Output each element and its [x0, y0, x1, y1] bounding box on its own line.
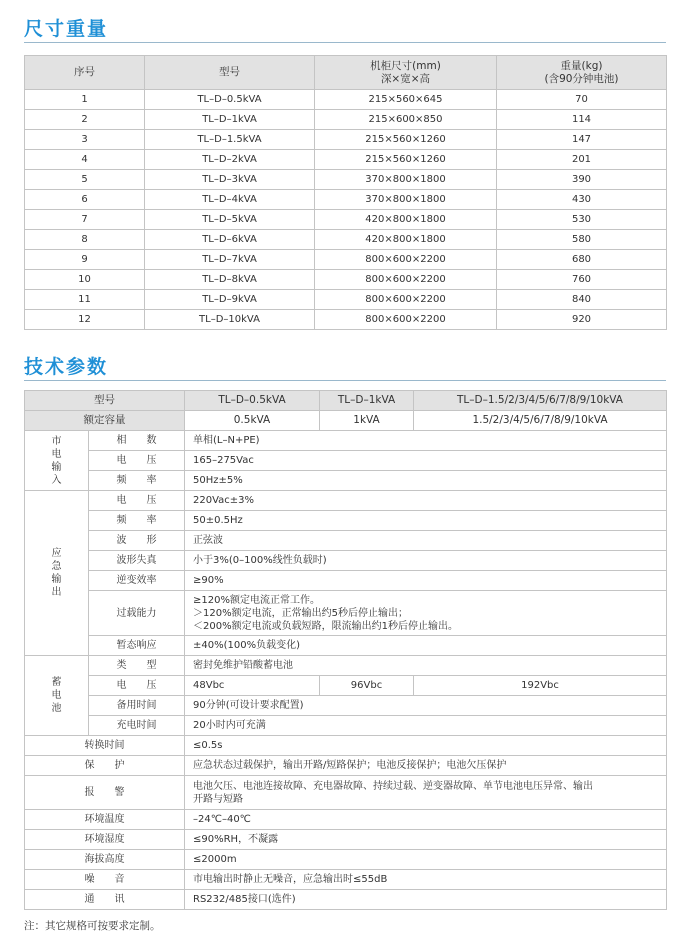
emergency-thd-label: 波形失真	[89, 551, 185, 571]
emergency-eff-value: ≥90%	[185, 571, 667, 591]
cell-no: 4	[25, 150, 145, 170]
cell-no: 6	[25, 190, 145, 210]
model-c: TL–D–1.5/2/3/4/5/6/7/8/9/10kVA	[414, 391, 667, 411]
header-weight-line2: (含90分钟电池)	[544, 72, 619, 85]
battery-charge-label: 充电时间	[89, 716, 185, 736]
cell-weight: 147	[497, 130, 667, 150]
alarm-label: 报 警	[25, 776, 185, 810]
cell-weight: 680	[497, 250, 667, 270]
section-title-specs: 技术参数	[24, 356, 109, 378]
temp-label: 环境温度	[25, 810, 185, 830]
cell-no: 3	[25, 130, 145, 150]
battery-charge-value: 20小时内可充满	[185, 716, 667, 736]
cell-dim: 800×600×2200	[315, 290, 497, 310]
cell-no: 12	[25, 310, 145, 330]
header-weight	[497, 56, 667, 90]
cell-no: 5	[25, 170, 145, 190]
cell-model: TL–D–6kVA	[145, 230, 315, 250]
cell-dim: 800×600×2200	[315, 270, 497, 290]
table-row	[25, 90, 667, 110]
table-row	[25, 250, 667, 270]
switch-label: 转换时间	[25, 736, 185, 756]
mains-phase-value: 单相(L–N+PE)	[185, 431, 667, 451]
mains-freq-label: 频 率	[89, 471, 185, 491]
cell-model: TL–D–4kVA	[145, 190, 315, 210]
cell-no: 10	[25, 270, 145, 290]
cell-dim: 215×560×1260	[315, 150, 497, 170]
comm-value: RS232/485接口(选件)	[185, 890, 667, 910]
header-weight-line1: 重量(kg)	[560, 59, 603, 72]
cell-dim: 215×560×645	[315, 90, 497, 110]
table-row	[25, 190, 667, 210]
cell-weight: 920	[497, 310, 667, 330]
battery-backup-label: 备用时间	[89, 696, 185, 716]
altitude-value: ≤2000m	[185, 850, 667, 870]
mains-phase-label: 相 数	[89, 431, 185, 451]
cell-no: 7	[25, 210, 145, 230]
emergency-transient-value: ±40%(100%负载变化)	[185, 636, 667, 656]
cell-dim: 370×800×1800	[315, 190, 497, 210]
cell-model: TL–D–1kVA	[145, 110, 315, 130]
cell-model: TL–D–2kVA	[145, 150, 315, 170]
capacity-a: 0.5kVA	[185, 411, 320, 431]
comm-label: 通 讯	[25, 890, 185, 910]
battery-voltage-label: 电 压	[89, 676, 185, 696]
cell-weight: 840	[497, 290, 667, 310]
title-divider	[24, 42, 666, 43]
alarm-value: 电池欠压、电池连接故障、充电器故障、持续过载、逆变器故障、单节电池电压异常、输出 开路与短路	[185, 776, 667, 810]
header-dim-line1: 机柜尺寸(mm)	[370, 59, 441, 72]
altitude-label: 海拔高度	[25, 850, 185, 870]
cell-weight: 390	[497, 170, 667, 190]
emergency-voltage-value: 220Vac±3%	[185, 491, 667, 511]
group-mains-input: 市 电 输 入	[25, 431, 89, 491]
cell-weight: 201	[497, 150, 667, 170]
header-dimensions	[315, 56, 497, 90]
mains-freq-value: 50Hz±5%	[185, 471, 667, 491]
header-dim-line2: 深×宽×高	[380, 72, 431, 85]
emergency-eff-label: 逆变效率	[89, 571, 185, 591]
cell-no: 11	[25, 290, 145, 310]
cell-model: TL–D–0.5kVA	[145, 90, 315, 110]
table-row	[25, 230, 667, 250]
emergency-voltage-label: 电 压	[89, 491, 185, 511]
cell-model: TL–D–3kVA	[145, 170, 315, 190]
table-row	[25, 130, 667, 150]
battery-type-value: 密封免维护铅酸蓄电池	[185, 656, 667, 676]
switch-value: ≤0.5s	[185, 736, 667, 756]
emergency-wave-label: 波 形	[89, 531, 185, 551]
capacity-b: 1kVA	[320, 411, 414, 431]
emergency-wave-value: 正弦波	[185, 531, 667, 551]
capacity-c: 1.5/2/3/4/5/6/7/8/9/10kVA	[414, 411, 667, 431]
table-row	[25, 150, 667, 170]
temp-value: –24℃–40℃	[185, 810, 667, 830]
title-divider	[24, 380, 666, 381]
cell-dim: 215×600×850	[315, 110, 497, 130]
model-a: TL–D–0.5kVA	[185, 391, 320, 411]
cell-model: TL–D–1.5kVA	[145, 130, 315, 150]
protect-label: 保 护	[25, 756, 185, 776]
cell-weight: 114	[497, 110, 667, 130]
cell-weight: 760	[497, 270, 667, 290]
emergency-freq-value: 50±0.5Hz	[185, 511, 667, 531]
humidity-label: 环境湿度	[25, 830, 185, 850]
section-title-dimensions: 尺寸重量	[24, 18, 109, 40]
cell-no: 2	[25, 110, 145, 130]
cell-model: TL–D–5kVA	[145, 210, 315, 230]
cell-no: 9	[25, 250, 145, 270]
battery-voltage-a: 48Vbc	[185, 676, 320, 696]
cell-dim: 420×800×1800	[315, 210, 497, 230]
humidity-value: ≤90%RH，不凝露	[185, 830, 667, 850]
cell-model: TL–D–7kVA	[145, 250, 315, 270]
specs-table	[24, 390, 667, 910]
table-row	[25, 110, 667, 130]
cell-weight: 70	[497, 90, 667, 110]
cell-dim: 215×560×1260	[315, 130, 497, 150]
cell-dim: 800×600×2200	[315, 250, 497, 270]
mains-voltage-label: 电 压	[89, 451, 185, 471]
header-model: 型号	[145, 56, 315, 90]
cell-model: TL–D–10kVA	[145, 310, 315, 330]
mains-voltage-value: 165–275Vac	[185, 451, 667, 471]
dimensions-table	[24, 55, 667, 330]
model-label: 型号	[25, 391, 185, 411]
cell-no: 1	[25, 90, 145, 110]
cell-weight: 580	[497, 230, 667, 250]
header-no: 序号	[25, 56, 145, 90]
cell-no: 8	[25, 230, 145, 250]
cell-weight: 530	[497, 210, 667, 230]
capacity-label: 额定容量	[25, 411, 185, 431]
protect-value: 应急状态过载保护，输出开路/短路保护；电池反接保护；电池欠压保护	[185, 756, 667, 776]
cell-dim: 370×800×1800	[315, 170, 497, 190]
battery-backup-value: 90分钟(可设计要求配置)	[185, 696, 667, 716]
noise-label: 噪 音	[25, 870, 185, 890]
battery-voltage-b: 96Vbc	[320, 676, 414, 696]
table-row	[25, 210, 667, 230]
group-emergency-output: 应 急 输 出	[25, 491, 89, 656]
cell-weight: 430	[497, 190, 667, 210]
cell-model: TL–D–9kVA	[145, 290, 315, 310]
cell-model: TL–D–8kVA	[145, 270, 315, 290]
emergency-thd-value: 小于3%(0–100%线性负载时)	[185, 551, 667, 571]
cell-dim: 420×800×1800	[315, 230, 497, 250]
noise-value: 市电输出时静止无噪音，应急输出时≤55dB	[185, 870, 667, 890]
model-b: TL–D–1kVA	[320, 391, 414, 411]
table-row	[25, 170, 667, 190]
emergency-overload-label: 过载能力	[89, 591, 185, 636]
table-row	[25, 270, 667, 290]
battery-voltage-c: 192Vbc	[414, 676, 667, 696]
emergency-freq-label: 频 率	[89, 511, 185, 531]
cell-dim: 800×600×2200	[315, 310, 497, 330]
emergency-transient-label: 暂态响应	[89, 636, 185, 656]
footnote: 注：其它规格可按要求定制。	[24, 920, 161, 932]
battery-type-label: 类 型	[89, 656, 185, 676]
group-battery: 蓄 电 池	[25, 656, 89, 736]
table-row	[25, 310, 667, 330]
emergency-overload-value: ≥120%额定电流正常工作。 ＞120%额定电流，正常输出约5秒后停止输出； ＜200%额定电流或负载短路，限流输出约1秒后停止输出。	[185, 591, 667, 636]
table-row	[25, 290, 667, 310]
